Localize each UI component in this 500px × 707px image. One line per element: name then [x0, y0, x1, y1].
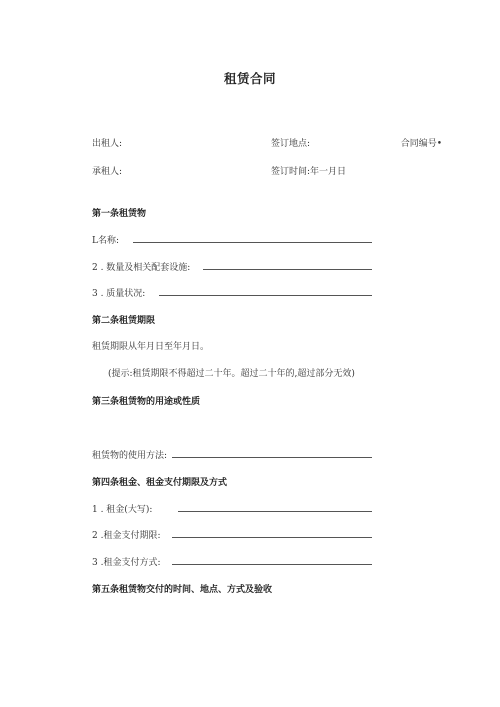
rent-amount-label: 1 . 租金(大写):: [92, 505, 153, 515]
article5-heading: 第五条租赁物交付的时间、地点、方式及验收: [92, 585, 273, 595]
lease-period-text: 租赁期限从年月日至年月日。: [92, 342, 210, 352]
signing-time-label: 签订时间:年一月日: [271, 167, 347, 177]
quantity-label: 2 . 数量及相关配套设施:: [92, 263, 191, 273]
lessee-label: 承租人:: [92, 167, 123, 177]
article3-heading: 第三条租赁物的用途或性质: [92, 397, 201, 407]
usage-method-label: 租赁物的使用方法:: [92, 451, 168, 461]
item-name-blank: [133, 242, 372, 243]
document-title: 租赁合同: [223, 71, 276, 86]
rent-method-label: 3 .租金支付方式:: [92, 558, 161, 568]
rent-method-blank: [172, 564, 372, 565]
contract-number-label: 合同编号•: [400, 139, 442, 149]
quality-blank: [159, 295, 372, 296]
quality-label: 3 . 质量状况:: [92, 289, 146, 299]
item-name-label: L名称:: [92, 236, 120, 246]
article2-heading: 第二条租赁期限: [92, 316, 156, 326]
rent-amount-blank: [178, 511, 372, 512]
rent-term-blank: [172, 537, 372, 538]
rent-term-label: 2 .租金支付期限:: [92, 531, 161, 541]
article4-heading: 第四条租金、租金支付期限及方式: [92, 478, 228, 488]
usage-method-blank: [172, 457, 372, 458]
signing-place-label: 签订地点:: [271, 139, 311, 149]
lessor-label: 出租人:: [92, 139, 123, 149]
lease-period-hint: (提示:租赁期限不得超过二十年。超过二十年的,超过部分无效): [108, 369, 355, 379]
quantity-blank: [203, 269, 372, 270]
article1-heading: 第一条租赁物: [92, 209, 147, 219]
